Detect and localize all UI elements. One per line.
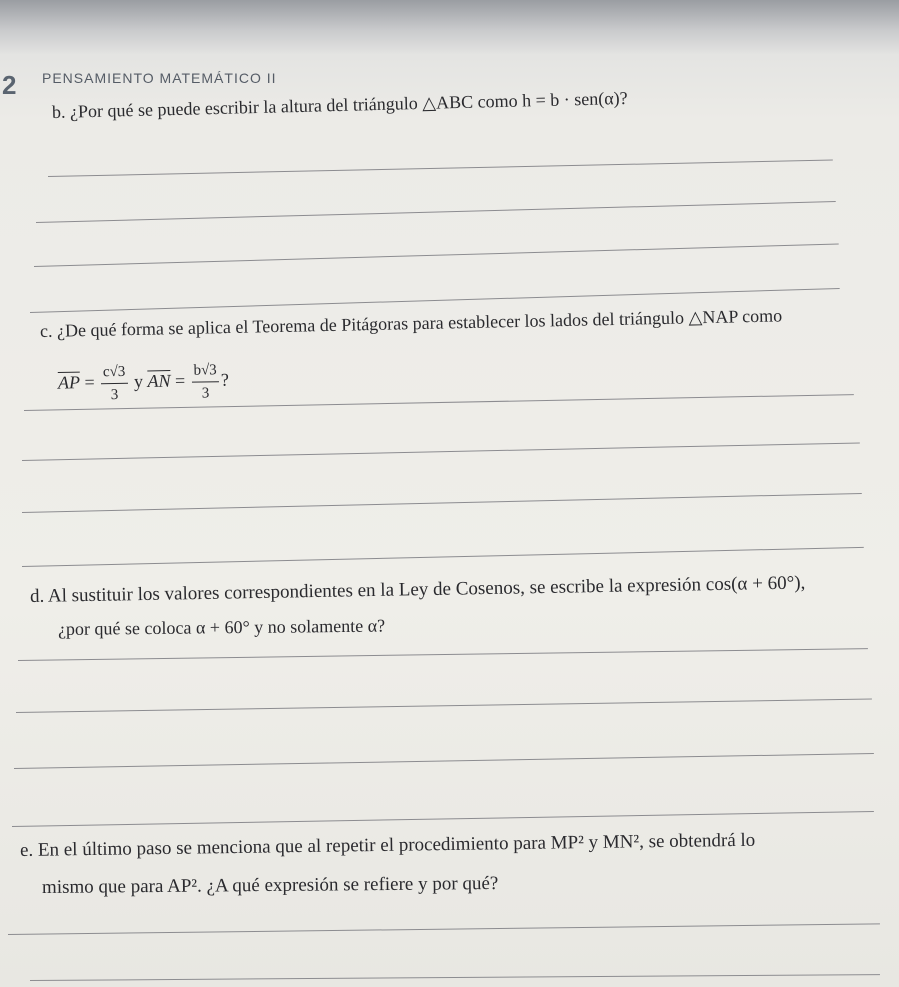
question-mark: ? xyxy=(220,369,230,390)
answer-line xyxy=(12,811,874,827)
answer-line xyxy=(48,160,833,177)
answer-line xyxy=(18,648,868,661)
segment-ap: $\overline{AP}$ xyxy=(57,372,81,393)
question-e-line1: e. En el último paso se menciona que al repetir el procedimiento para MP² y MN², se obtendrá lo xyxy=(19,829,756,861)
answer-line xyxy=(30,974,880,981)
connector: y xyxy=(133,371,144,392)
question-d-line2: ¿por qué se coloca α + 60° y no solamente α? xyxy=(57,615,386,639)
answer-line xyxy=(22,442,860,461)
fraction-an: $\frac{b√3}{3}$ xyxy=(191,359,219,404)
answer-line xyxy=(34,244,839,267)
answer-line xyxy=(16,699,872,713)
answer-line xyxy=(22,493,862,513)
answer-line xyxy=(8,923,880,935)
question-c-formula: $\overline{AP}$ = $\frac{c√3}{3}$ y $\overline{AN}$ = $\frac{b√3}{3}$ ? xyxy=(58,359,230,407)
question-e-line2: mismo que para AP². ¿A qué expresión se refiere y por qué? xyxy=(41,873,499,898)
answer-line xyxy=(36,201,836,223)
question-c: c. ¿De qué forma se aplica el Teorema de Pitágoras para establecer los lados del triángulo △NAP como xyxy=(39,305,783,341)
question-b: b. ¿Por qué se puede escribir la altura del triángulo △ABC como h = b · sen(α)? xyxy=(51,87,628,122)
answer-line xyxy=(14,753,874,769)
page-header: PENSAMIENTO MATEMÁTICO II xyxy=(42,70,277,86)
page-number: 2 xyxy=(2,70,17,100)
segment-an: $\overline{AN}$ xyxy=(147,370,171,392)
answer-line xyxy=(22,547,864,567)
question-d-line1: d. Al sustituir los valores correspondientes en la Ley de Cosenos, se escribe la expresión cos(α + 60°), xyxy=(29,572,806,607)
fraction-ap: $\frac{c√3}{3}$ xyxy=(101,361,128,406)
